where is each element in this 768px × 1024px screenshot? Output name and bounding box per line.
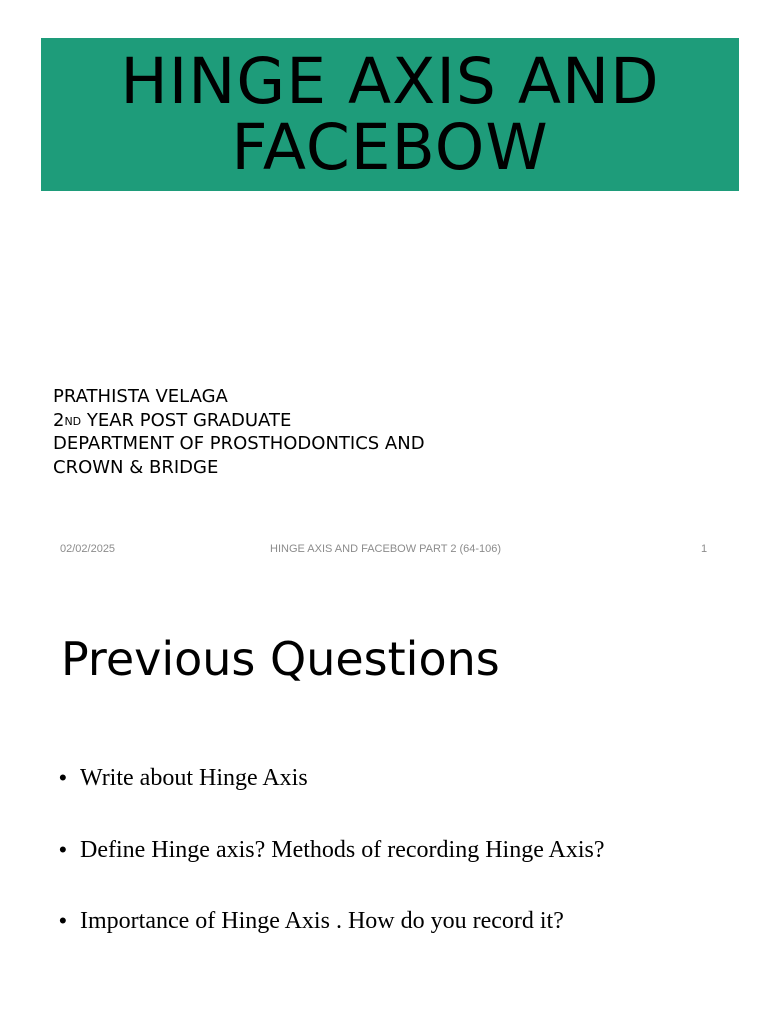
bullet-icon: • (59, 837, 67, 862)
title-line-2: FACEBOW (231, 110, 549, 184)
bullet-item (59, 765, 308, 792)
bullet-icon: • (59, 908, 67, 933)
bullet-item (59, 908, 564, 935)
bullet-icon: • (59, 765, 67, 790)
slide-heading: Previous Questions (61, 632, 500, 686)
department-line-2: CROWN & BRIDGE (53, 456, 219, 478)
footer-page-number: 1 (701, 543, 708, 555)
footer-title: HINGE AXIS AND FACEBOW PART 2 (64-106) (270, 543, 502, 555)
bullet-text: Write about Hinge Axis (80, 765, 308, 791)
author-year (53, 409, 425, 433)
department-line-1: DEPARTMENT OF PROSTHODONTICS AND (53, 433, 425, 454)
year-number: 2 (53, 409, 65, 431)
author-name: PRATHISTA VELAGA (53, 386, 228, 407)
bullet-item (59, 837, 605, 864)
footer-date: 02/02/2025 (60, 543, 116, 555)
author-block (53, 385, 425, 479)
year-rest: YEAR POST GRADUATE (81, 409, 292, 431)
bullet-text: Importance of Hinge Axis . How do you record it? (80, 908, 564, 934)
slide-2 (0, 575, 768, 1024)
title-banner (41, 38, 739, 191)
bullet-text: Define Hinge axis? Methods of recording Hinge Axis? (80, 837, 605, 863)
year-suffix: ND (64, 414, 82, 428)
title-line-1: HINGE AXIS AND (120, 44, 660, 118)
